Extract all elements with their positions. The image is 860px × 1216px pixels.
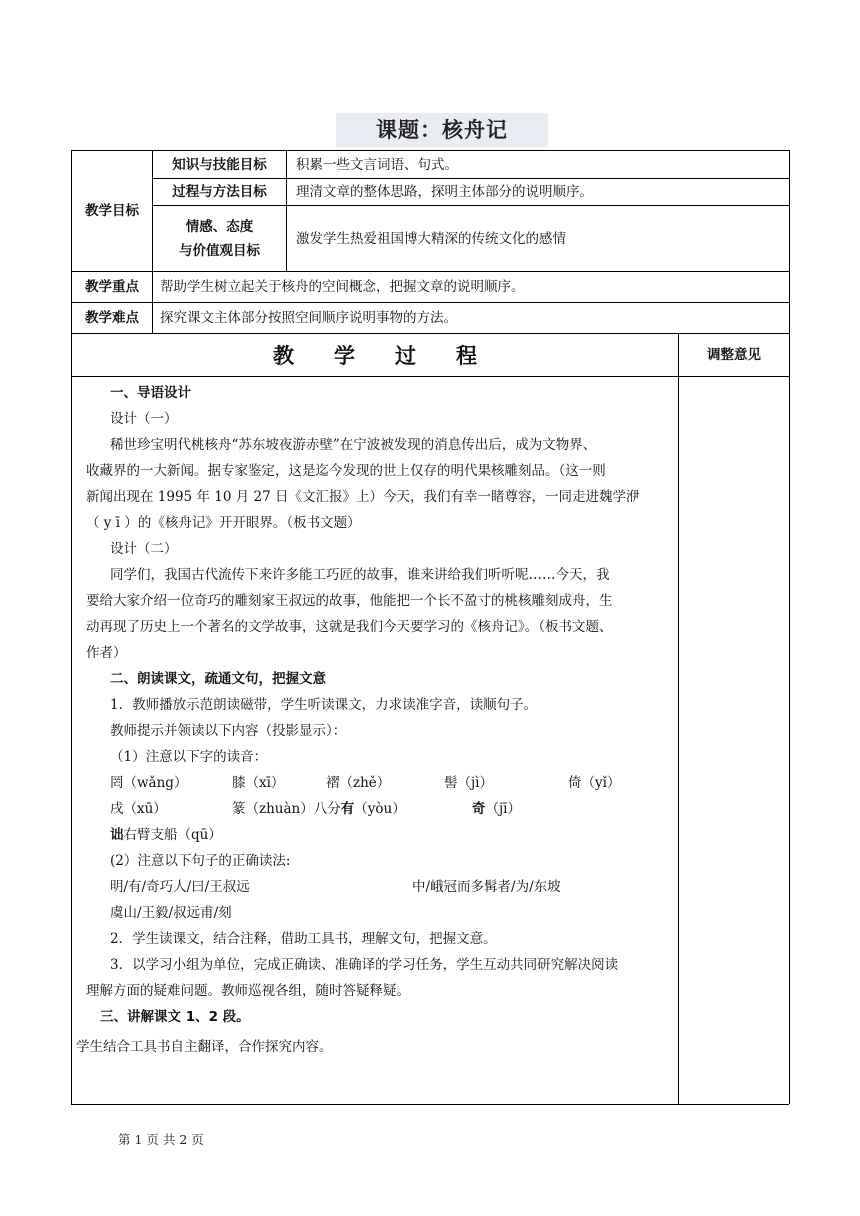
design-2-label: 设计（二） — [110, 541, 178, 557]
design-2-text-line: 同学们，我国古代流传下来许多能工巧匠的故事，谁来讲给我们听听呢……今天，我 — [110, 567, 610, 583]
pron-item: 髻（jì） — [444, 775, 494, 791]
objective-text-emotion: 激发学生热爱祖国博大精深的传统文化的感情 — [296, 230, 566, 247]
pron-item: 戌（xū） — [110, 801, 167, 817]
objectives-label: 教学目标 — [85, 203, 139, 219]
pronunciation-row — [86, 796, 676, 822]
design-1-text-line: 新闻出现在 1995 年 10 月 27 日《文汇报》上）今天，我们有幸一睹尊容，一同走进魏学洢 — [86, 489, 640, 505]
section-2-title: 二、朗读课文，疏通文句，把握文意 — [110, 671, 326, 687]
pron-item: 膝（xī） — [232, 775, 285, 791]
design-1-label: 设计（一） — [110, 411, 178, 427]
pron-item: 罔（wǎng） — [110, 775, 188, 791]
difficulty-label: 教学难点 — [85, 310, 139, 326]
objective-name-emotion-line1: 情感、态度 — [185, 218, 254, 235]
pronunciation-row — [86, 770, 676, 796]
sub-item-2: (2）注意以下句子的正确读法: — [110, 853, 291, 869]
pron-item: 诎右臂支船（qū） — [110, 827, 222, 843]
objective-text-process: 理清文章的整体思路，探明主体部分的说明顺序。 — [296, 184, 593, 200]
process-heading: 教学过程 — [273, 344, 517, 368]
pron-item: 倚（yǐ） — [568, 775, 621, 791]
objective-name-emotion — [153, 206, 286, 271]
difficulty-text: 探究课文主体部分按照空间顺序说明事物的方法。 — [160, 310, 457, 326]
pron-item: 奇（jī） — [472, 801, 522, 817]
design-2-text-line: 作者） — [86, 645, 127, 661]
reading-item: 虞山/王毅/叔远甫/刻 — [110, 905, 232, 921]
key-point-text: 帮助学生树立起关于核舟的空间概念，把握文章的说明顺序。 — [160, 279, 525, 295]
adjust-heading: 调整意见 — [707, 347, 761, 363]
reading-row — [86, 900, 676, 926]
objective-name-knowledge: 知识与技能目标 — [172, 156, 267, 173]
page-footer: 第 1 页 共 2 页 — [118, 1132, 204, 1147]
objective-name-emotion-line2: 与价值观目标 — [179, 242, 260, 259]
hint-text: 教师提示并领读以下内容（投影显示）： — [110, 723, 347, 739]
reading-item: 明/有/奇巧人/曰/王叔远 — [110, 879, 250, 895]
section-1-title: 一、导语设计 — [110, 385, 191, 401]
design-2-text-line: 动再现了历史上一个著名的文学故事，这就是我们今天要学习的《核舟记》。（板书文题、 — [86, 619, 613, 635]
lesson-content — [76, 380, 676, 1060]
step-2: 2．学生读课文，结合注释，借助工具书，理解文句，把握文意。 — [110, 931, 497, 947]
reading-item: 中/峨冠而多髯者/为/东坡 — [412, 879, 561, 895]
step-3-line: 理解方面的疑难问题。教师巡视各组，随时答疑释疑。 — [86, 983, 410, 999]
objective-name-process: 过程与方法目标 — [172, 184, 267, 200]
page-title: 课题：核舟记 — [336, 113, 548, 147]
design-1-text-line: 稀世珍宝明代桃核舟“苏东坡夜游赤壁”在宁波被发现的消息传出后，成为文物界、 — [110, 437, 597, 453]
sub-item-1: （1）注意以下字的读音： — [110, 749, 268, 765]
design-1-text-line: （ y ī ）的《核舟记》开开眼界。（板书文题） — [86, 515, 361, 531]
reading-row — [86, 874, 676, 900]
pron-item: 篆（zhuàn）八分有（yòu） — [232, 801, 406, 817]
step-1: 1．教师播放示范朗读磁带，学生听读课文，力求读准字音，读顺句子。 — [110, 697, 538, 713]
pronunciation-row — [86, 822, 676, 848]
design-1-text-line: 收藏界的一大新闻。据专家鉴定，这是迄今发现的世上仅存的明代果核雕刻品。（这一则 — [86, 463, 606, 479]
pron-item: 褶（zhě） — [326, 775, 391, 791]
section-3-title: 三、讲解课文 1、2 段。 — [100, 1009, 250, 1025]
section-3-text: 学生结合工具书自主翻译，合作探究内容。 — [76, 1039, 333, 1055]
step-3-line: 3．以学习小组为单位，完成正确读、准确译的学习任务，学生互动共同研究解决阅读 — [110, 957, 619, 973]
design-2-text-line: 要给大家介绍一位奇巧的雕刻家王叔远的故事，他能把一个长不盈寸的桃核雕刻成舟，生 — [86, 593, 613, 609]
objective-text-knowledge: 积累一些文言词语、句式。 — [296, 156, 458, 173]
key-point-label: 教学重点 — [85, 279, 139, 295]
